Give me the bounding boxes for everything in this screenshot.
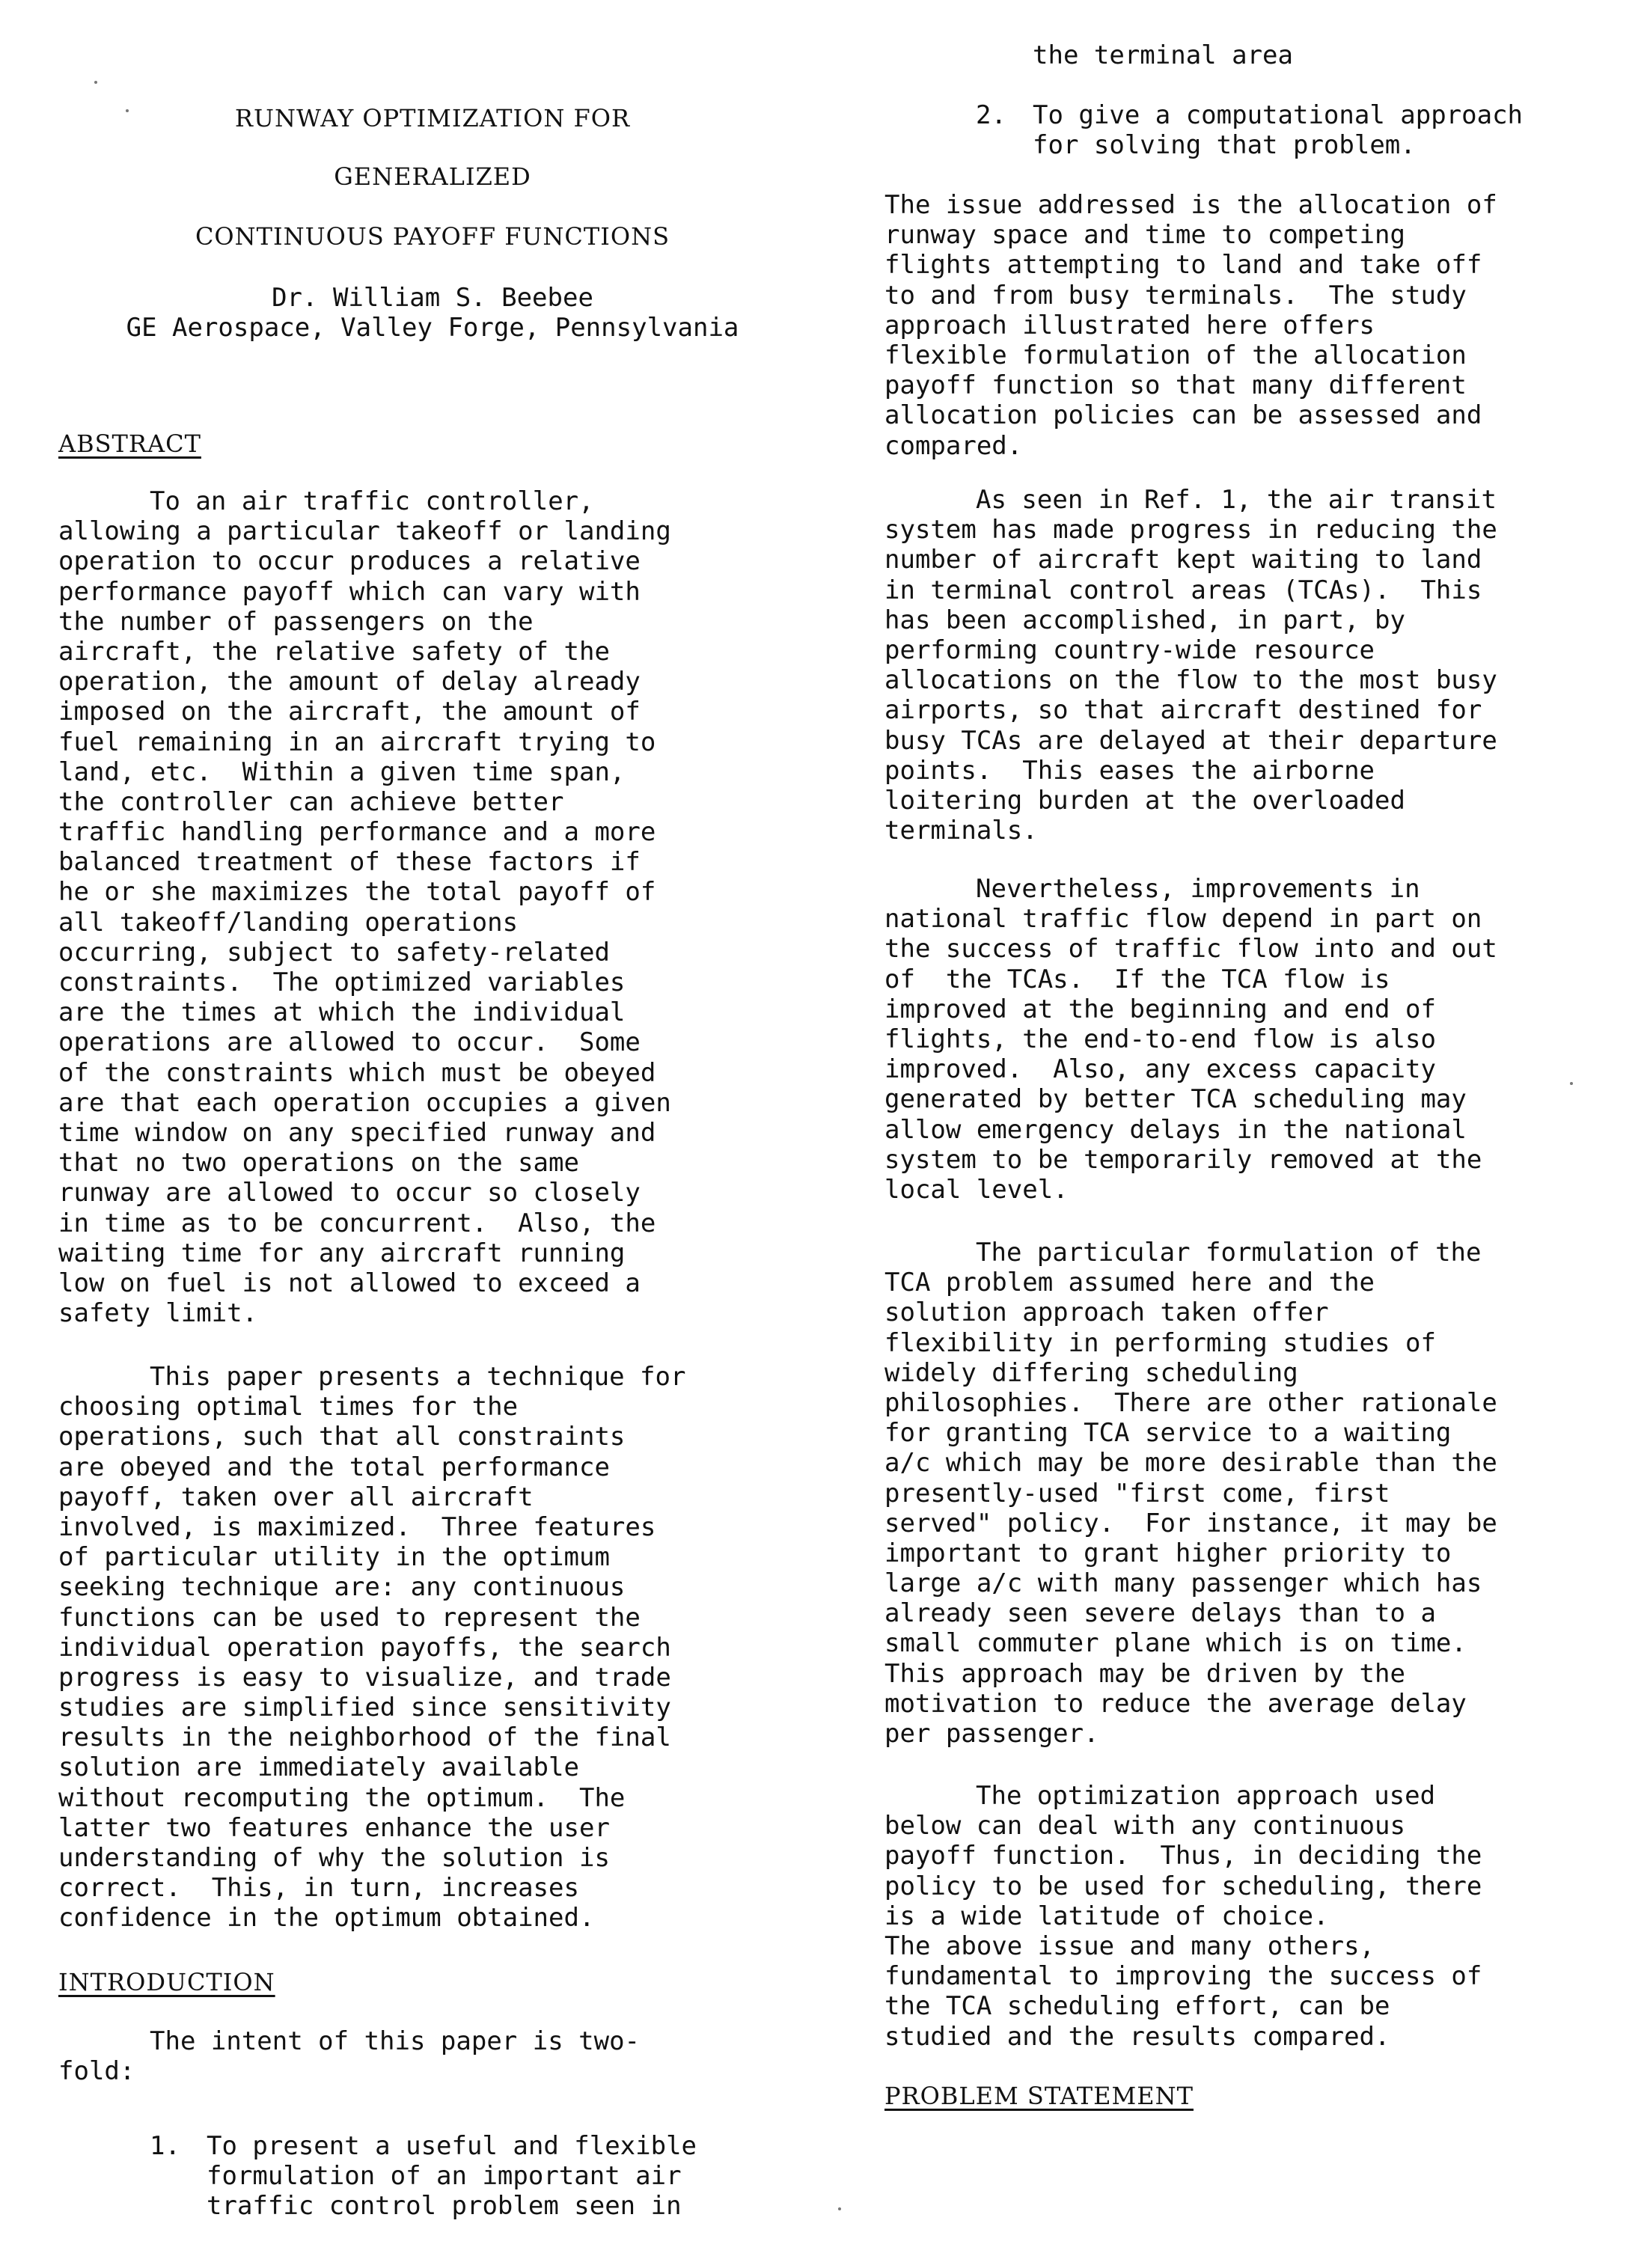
paper-title-3 — [58, 221, 807, 251]
text-line: of particular utility in the optimum — [58, 1542, 610, 1573]
text-line: operations, such that all constraints — [58, 1422, 626, 1452]
text-line: number of aircraft kept waiting to land — [884, 545, 1482, 575]
abstract-paragraph-1 — [58, 486, 671, 1328]
text-line: solution are immediately available — [58, 1752, 579, 1783]
intro-paragraph-issue — [884, 190, 1497, 461]
text-line: traffic handling performance and a more — [58, 817, 656, 848]
text-line: choosing optimal times for the — [58, 1392, 519, 1422]
text-line: without recomputing the optimum. The — [58, 1782, 626, 1813]
text-line: studies are simplified since sensitivity — [58, 1693, 671, 1723]
text-line: functions can be used to represent the — [58, 1602, 641, 1633]
text-line: constraints. The optimized variables — [58, 968, 626, 997]
abstract-heading: ABSTRACT — [58, 430, 201, 458]
text-line: imposed on the aircraft, the amount of — [58, 697, 641, 727]
text-line: The particular formulation of the — [976, 1238, 1482, 1268]
list-item-2-number: 2. — [976, 100, 1006, 130]
text-line: This paper presents a technique for — [150, 1362, 686, 1392]
text-line: a/c which may be more desirable than the — [884, 1448, 1497, 1479]
text-line: the TCA scheduling effort, can be — [884, 1991, 1390, 2022]
text-line: latter two features enhance the user — [58, 1812, 610, 1843]
text-line: of the constraints which must be obeyed — [58, 1057, 656, 1088]
text-line: flights, the end-to-end flow is also — [884, 1024, 1436, 1054]
intro-paragraph-optimization — [884, 1781, 1482, 2052]
text-line: low on fuel is not allowed to exceed a — [58, 1268, 641, 1298]
list-item-2-text — [1033, 100, 1523, 160]
text-line: to and from busy terminals. The study — [884, 280, 1467, 311]
text-line: are that each operation occupies a given — [58, 1087, 671, 1118]
text-line: The intent of this paper is two- — [150, 2026, 641, 2056]
text-line: system to be temporarily removed at the — [884, 1144, 1482, 1175]
text-line: This approach may be driven by the — [884, 1658, 1405, 1689]
text-line: that no two operations on the same — [58, 1148, 579, 1179]
text-line: seeking technique are: any continuous — [58, 1572, 626, 1603]
text-line: allocation policies can be assessed and — [884, 400, 1482, 431]
text-line: all takeoff/landing operations — [58, 907, 519, 938]
text-line: understanding of why the solution is — [58, 1843, 610, 1873]
text-line: runway are allowed to occur so closely — [58, 1178, 641, 1208]
intro-paragraph-formulation — [884, 1238, 1497, 1749]
text-line: occurring, subject to safety-related — [58, 937, 610, 968]
text-line: improved at the beginning and end of — [884, 994, 1436, 1024]
text-line: system has made progress in reducing the — [884, 515, 1497, 545]
text-line: payoff function so that many different — [884, 370, 1467, 401]
text-line: allowing a particular takeoff or landing — [58, 516, 671, 547]
text-line: widely differing scheduling — [884, 1357, 1298, 1388]
author-affiliation: GE Aerospace, Valley Forge, Pennsylvania — [126, 313, 739, 343]
text-line: traffic control problem seen in — [207, 2191, 682, 2222]
text-line: studied and the results compared. — [884, 2021, 1390, 2052]
text-line: loitering burden at the overloaded — [884, 785, 1405, 816]
text-line: has been accomplished, in part, by — [884, 605, 1405, 635]
abstract-paragraph-2 — [58, 1362, 685, 1934]
text-line: are obeyed and the total performance — [58, 1452, 610, 1482]
text-line: performing country-wide resource — [884, 635, 1375, 665]
text-line: fold: — [58, 2056, 135, 2087]
text-line: As seen in Ref. 1, the air transit — [976, 485, 1497, 515]
author-block — [58, 283, 807, 343]
text-line: balanced treatment of these factors if — [58, 847, 641, 878]
text-line: TCA problem assumed here and the — [884, 1268, 1375, 1298]
text-line: allow emergency delays in the national — [884, 1114, 1467, 1145]
text-line: terminals. — [884, 816, 1038, 846]
scan-speck — [126, 109, 129, 112]
list-item-1-text-continued — [1033, 40, 1293, 70]
problem-statement-heading: PROBLEM STATEMENT — [884, 2082, 1194, 2110]
paper-title — [58, 103, 807, 133]
text-line: runway space and time to competing — [884, 220, 1405, 251]
text-line: of the TCAs. If the TCA flow is — [884, 964, 1390, 994]
text-line: airports, so that aircraft destined for — [884, 695, 1482, 726]
text-line: the controller can achieve better — [58, 786, 564, 817]
text-line: approach illustrated here offers — [884, 310, 1375, 340]
text-line: for solving that problem. — [1033, 130, 1416, 161]
text-line: flights attempting to land and take off — [884, 250, 1482, 281]
text-line: important to grant higher priority to — [884, 1538, 1452, 1568]
text-line: generated by better TCA scheduling may — [884, 1084, 1467, 1115]
text-line: operations are allowed to occur. Some — [58, 1027, 641, 1058]
list-item-1-number: 1. — [150, 2131, 180, 2161]
text-line: flexible formulation of the allocation — [884, 340, 1467, 370]
text-line: per passenger. — [884, 1719, 1099, 1749]
text-line: operation to occur produces a relative — [58, 546, 641, 577]
text-line: payoff, taken over all aircraft — [58, 1482, 534, 1512]
title-line-3: CONTINUOUS PAYOFF FUNCTIONS — [195, 222, 670, 251]
text-line: results in the neighborhood of the final — [58, 1723, 671, 1753]
text-line: allocations on the flow to the most busy — [884, 665, 1497, 696]
text-line: The above issue and many others, — [884, 1931, 1375, 1961]
text-line: flexibility in performing studies of — [884, 1327, 1436, 1358]
text-line: the number of passengers on the — [58, 606, 534, 637]
text-line: for granting TCA service to a waiting — [884, 1418, 1452, 1449]
text-line: fuel remaining in an aircraft trying to — [58, 727, 656, 757]
text-line: aircraft, the relative safety of the — [58, 636, 610, 667]
text-line: Nevertheless, improvements in — [976, 874, 1420, 904]
list-item-1-text — [207, 2131, 697, 2222]
intro-paragraph-nevertheless — [884, 874, 1497, 1205]
title-line-2: GENERALIZED — [334, 162, 531, 191]
text-line: in terminal control areas (TCAs). This — [884, 575, 1482, 605]
text-line: is a wide latitude of choice. — [884, 1901, 1329, 1931]
text-line: safety limit. — [58, 1298, 258, 1329]
text-line: involved, is maximized. Three features — [58, 1512, 656, 1542]
text-line: To give a computational approach — [1033, 100, 1524, 130]
text-line: confidence in the optimum obtained. — [58, 1903, 595, 1934]
scan-speck — [838, 2207, 841, 2210]
scan-speck — [1570, 1082, 1573, 1085]
intro-paragraph-ref1 — [884, 485, 1497, 846]
text-line: waiting time for any aircraft running — [58, 1238, 626, 1268]
text-line: payoff function. Thus, in deciding the — [884, 1841, 1482, 1871]
text-line: points. This eases the airborne — [884, 755, 1375, 786]
text-line: busy TCAs are delayed at their departure — [884, 725, 1497, 756]
text-line: correct. This, in turn, increases — [58, 1873, 579, 1904]
text-line: time window on any specified runway and — [58, 1117, 656, 1148]
text-line: compared. — [884, 430, 1023, 461]
text-line: philosophies. There are other rationale — [884, 1387, 1497, 1418]
text-line: The issue addressed is the allocation of — [884, 190, 1497, 220]
text-line: large a/c with many passenger which has — [884, 1568, 1482, 1599]
text-line: To present a useful and flexible — [207, 2131, 697, 2161]
text-line: below can deal with any continuous — [884, 1811, 1405, 1841]
text-line: local level. — [884, 1174, 1069, 1205]
text-line: presently-used "first come, first — [884, 1478, 1390, 1509]
text-line: The optimization approach used — [976, 1781, 1436, 1811]
text-line: he or she maximizes the total payoff of — [58, 877, 656, 908]
text-line: progress is easy to visualize, and trade — [58, 1662, 671, 1693]
text-line: served" policy. For instance, it may be — [884, 1508, 1497, 1538]
text-line: solution approach taken offer — [884, 1297, 1329, 1328]
text-line: small commuter plane which is on time. — [884, 1628, 1467, 1659]
text-line: the terminal area — [1033, 40, 1293, 70]
text-line: land, etc. Within a given time span, — [58, 756, 626, 787]
introduction-intro — [58, 2026, 640, 2086]
text-line: are the times at which the individual — [58, 997, 626, 1028]
text-line: fundamental to improving the success of — [884, 1961, 1482, 1992]
text-line: performance payoff which can vary with — [58, 576, 641, 607]
scan-speck — [94, 81, 97, 84]
text-line: already seen severe delays than to a — [884, 1598, 1436, 1629]
text-line: the success of traffic flow into and out — [884, 934, 1497, 965]
text-line: individual operation payoffs, the search — [58, 1632, 671, 1663]
text-line: formulation of an important air — [207, 2161, 682, 2192]
text-line: policy to be used for scheduling, there — [884, 1871, 1482, 1901]
text-line: improved. Also, any excess capacity — [884, 1054, 1436, 1085]
text-line: motivation to reduce the average delay — [884, 1688, 1467, 1719]
text-line: operation, the amount of delay already — [58, 667, 641, 697]
introduction-heading: INTRODUCTION — [58, 1968, 275, 1996]
paper-title-2 — [58, 162, 807, 192]
author-name: Dr. William S. Beebee — [272, 283, 593, 313]
text-line: national traffic flow depend in part on — [884, 904, 1482, 935]
text-line: To an air traffic controller, — [150, 486, 594, 516]
text-line: in time as to be concurrent. Also, the — [58, 1208, 656, 1238]
title-line-1: RUNWAY OPTIMIZATION FOR — [234, 104, 631, 132]
